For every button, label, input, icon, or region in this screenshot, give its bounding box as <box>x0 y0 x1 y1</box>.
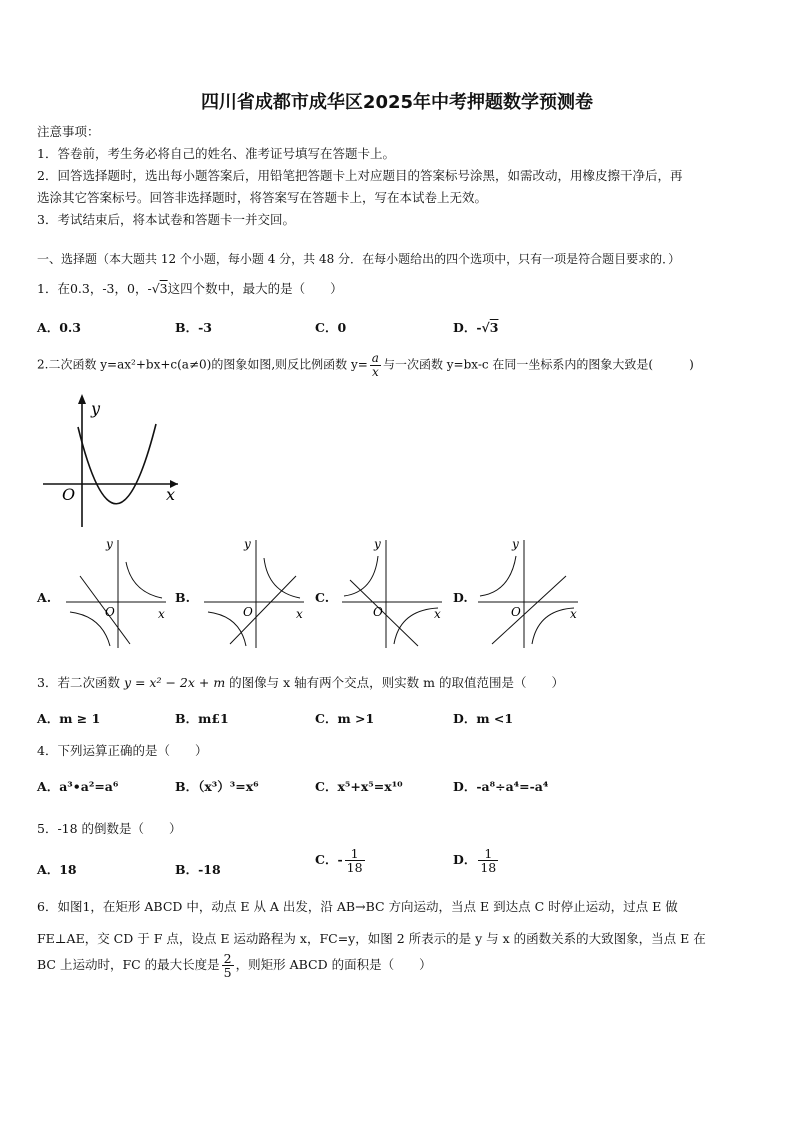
q5-c-den: 18 <box>346 860 363 876</box>
notice-item-3: 3．考试结束后，将本试卷和答题卡一并交回。 <box>37 212 295 227</box>
y-axis-arrow <box>78 394 86 404</box>
q4-option-a[interactable]: A．a³•a²=a⁶ <box>37 779 119 794</box>
q2-frac-den: x <box>371 364 379 379</box>
q6-line-3 <box>37 952 432 979</box>
q1-radicand: 3 <box>159 281 168 296</box>
axis-y-label: y <box>374 537 381 551</box>
q2-option-b-graph[interactable] <box>200 536 310 651</box>
q1-option-d-radicand: 3 <box>489 320 499 335</box>
q5-d-den: 18 <box>480 860 497 876</box>
axis-y-label: y <box>512 537 519 551</box>
notice-item-1: 1．答卷前，考生务必将自己的姓名、准考证号填写在答题卡上。 <box>37 146 395 161</box>
page-title: 四川省成都市成华区2025年中考押题数学预测卷 <box>200 92 594 113</box>
q2-option-a-graph[interactable] <box>62 536 172 651</box>
q6-frac-num: 2 <box>223 951 232 966</box>
q2-option-a[interactable]: A. <box>37 590 52 605</box>
q5-option-d-label: D． <box>453 852 477 868</box>
q1-option-d[interactable] <box>453 318 498 336</box>
q4-option-b[interactable]: B．（x³）³=x⁶ <box>175 779 259 794</box>
section-heading: 一、选择题（本大题共 12 个小题，每小题 4 分，共 48 分．在每小题给出的四个选项中，只有一项是符合题目要求的．） <box>37 252 681 266</box>
q2-option-d-graph[interactable] <box>474 536 584 651</box>
y-label: y <box>91 399 101 418</box>
axis-origin-label: O <box>105 605 115 619</box>
notice-item-2: 2．回答选择题时，选出每小题答案后，用铅笔把答题卡上对应题目的答案标号涂黑，如需改动，用橡皮擦干净后，再 <box>37 168 683 183</box>
q4-option-d[interactable]: D．-a⁸÷a⁴=-a⁴ <box>453 779 549 794</box>
q3-option-a[interactable]: A．m ≥ 1 <box>37 711 101 726</box>
parabola-curve <box>78 424 156 504</box>
axis-y-label: y <box>106 537 113 551</box>
q2-option-d[interactable]: D. <box>453 590 468 605</box>
q5-option-b[interactable]: B．-18 <box>175 862 221 877</box>
q1-option-d-label: D．- <box>453 320 482 335</box>
q6-line-2: FE⊥AE，交 CD 于 F 点，设点 E 运动路程为 x，FC=y，如图 2 所表示的是 y 与 x 的函数关系的大致图象，当点 E 在 <box>37 931 706 946</box>
sqrt-symbol: √ <box>151 281 160 296</box>
axis-x-label: x <box>158 607 165 621</box>
axis-x-label: x <box>296 607 303 621</box>
q5-option-c-fraction <box>345 847 365 874</box>
q3-stem-b: 的图像与 x 轴有两个交点，则实数 m 的取值范围是（ ） <box>225 675 564 690</box>
q2-stem-b: 与一次函数 y=bx-c 在同一坐标系内的图象大致是( ) <box>382 357 694 372</box>
q5-c-num: 1 <box>345 847 365 861</box>
axis-x-label: x <box>434 607 441 621</box>
q6-line-3a: BC 上运动时，FC 的最大长度是 <box>37 957 220 973</box>
axis-x-label: x <box>570 607 577 621</box>
q6-frac-den: 5 <box>223 965 232 981</box>
q2-stem-a: 2.二次函数 y=ax²+bx+c(a≠0)的图象如图,则反比例函数 y= <box>37 357 368 372</box>
q3-option-c[interactable]: C．m >1 <box>315 711 375 726</box>
q6-fraction <box>222 952 234 979</box>
q2-parabola-graph <box>38 392 188 532</box>
q5-option-c[interactable] <box>315 847 367 874</box>
q1-stem-b: 这四个数中，最大的是（ ） <box>167 281 343 296</box>
q3-stem-a: 3．若二次函数 <box>37 675 124 690</box>
q2-frac-num: a <box>371 351 379 365</box>
origin-label: O <box>62 485 76 504</box>
q2-option-c[interactable]: C. <box>315 590 330 605</box>
notice-item-2-cont: 选涂其它答案标号。回答非选择题时，将答案写在答题卡上，写在本试卷上无效。 <box>37 190 488 205</box>
axis-origin-label: O <box>511 605 521 619</box>
q3-option-d[interactable]: D．m <1 <box>453 711 514 726</box>
q5-option-d-fraction <box>478 847 498 874</box>
q1-option-b[interactable]: B．-3 <box>175 320 212 335</box>
notice-heading: 注意事项： <box>37 124 100 139</box>
q4-option-c[interactable]: C．x⁵+x⁵=x¹⁰ <box>315 779 403 794</box>
q5-stem: 5．-18 的倒数是（ ） <box>37 821 182 836</box>
q2-fraction <box>370 352 381 378</box>
q1-stem-a: 1．在0.3，-3，0，- <box>37 281 152 296</box>
q2-stem <box>37 352 694 378</box>
q6-line-1: 6．如图1，在矩形 ABCD 中，动点 E 从 A 出发，沿 AB→BC 方向运动，当点 E 到达点 C 时停止运动，过点 E 做 <box>37 899 678 914</box>
q1-stem <box>37 279 343 297</box>
q2-option-b[interactable]: B. <box>175 590 190 605</box>
q3-option-b[interactable]: B．m£1 <box>175 711 229 726</box>
q5-option-d[interactable] <box>453 847 500 874</box>
x-label: x <box>166 485 176 504</box>
axis-y-label: y <box>244 537 251 551</box>
q2-option-c-graph[interactable] <box>338 536 448 651</box>
axis-origin-label: O <box>243 605 253 619</box>
q1-option-a[interactable]: A．0.3 <box>37 320 81 335</box>
q5-d-num: 1 <box>478 847 498 861</box>
q5-option-a[interactable]: A．18 <box>37 862 77 877</box>
q6-line-3b: ，则矩形 ABCD 的面积是（ ） <box>235 957 432 973</box>
q1-option-c[interactable]: C．0 <box>315 320 347 335</box>
sqrt-symbol: √ <box>481 320 490 335</box>
q5-option-c-label: C．- <box>315 852 343 868</box>
q3-stem <box>37 673 564 691</box>
q3-formula: y = x² − 2x + m <box>123 675 226 690</box>
axis-origin-label: O <box>373 605 383 619</box>
q4-stem: 4．下列运算正确的是（ ） <box>37 743 208 758</box>
